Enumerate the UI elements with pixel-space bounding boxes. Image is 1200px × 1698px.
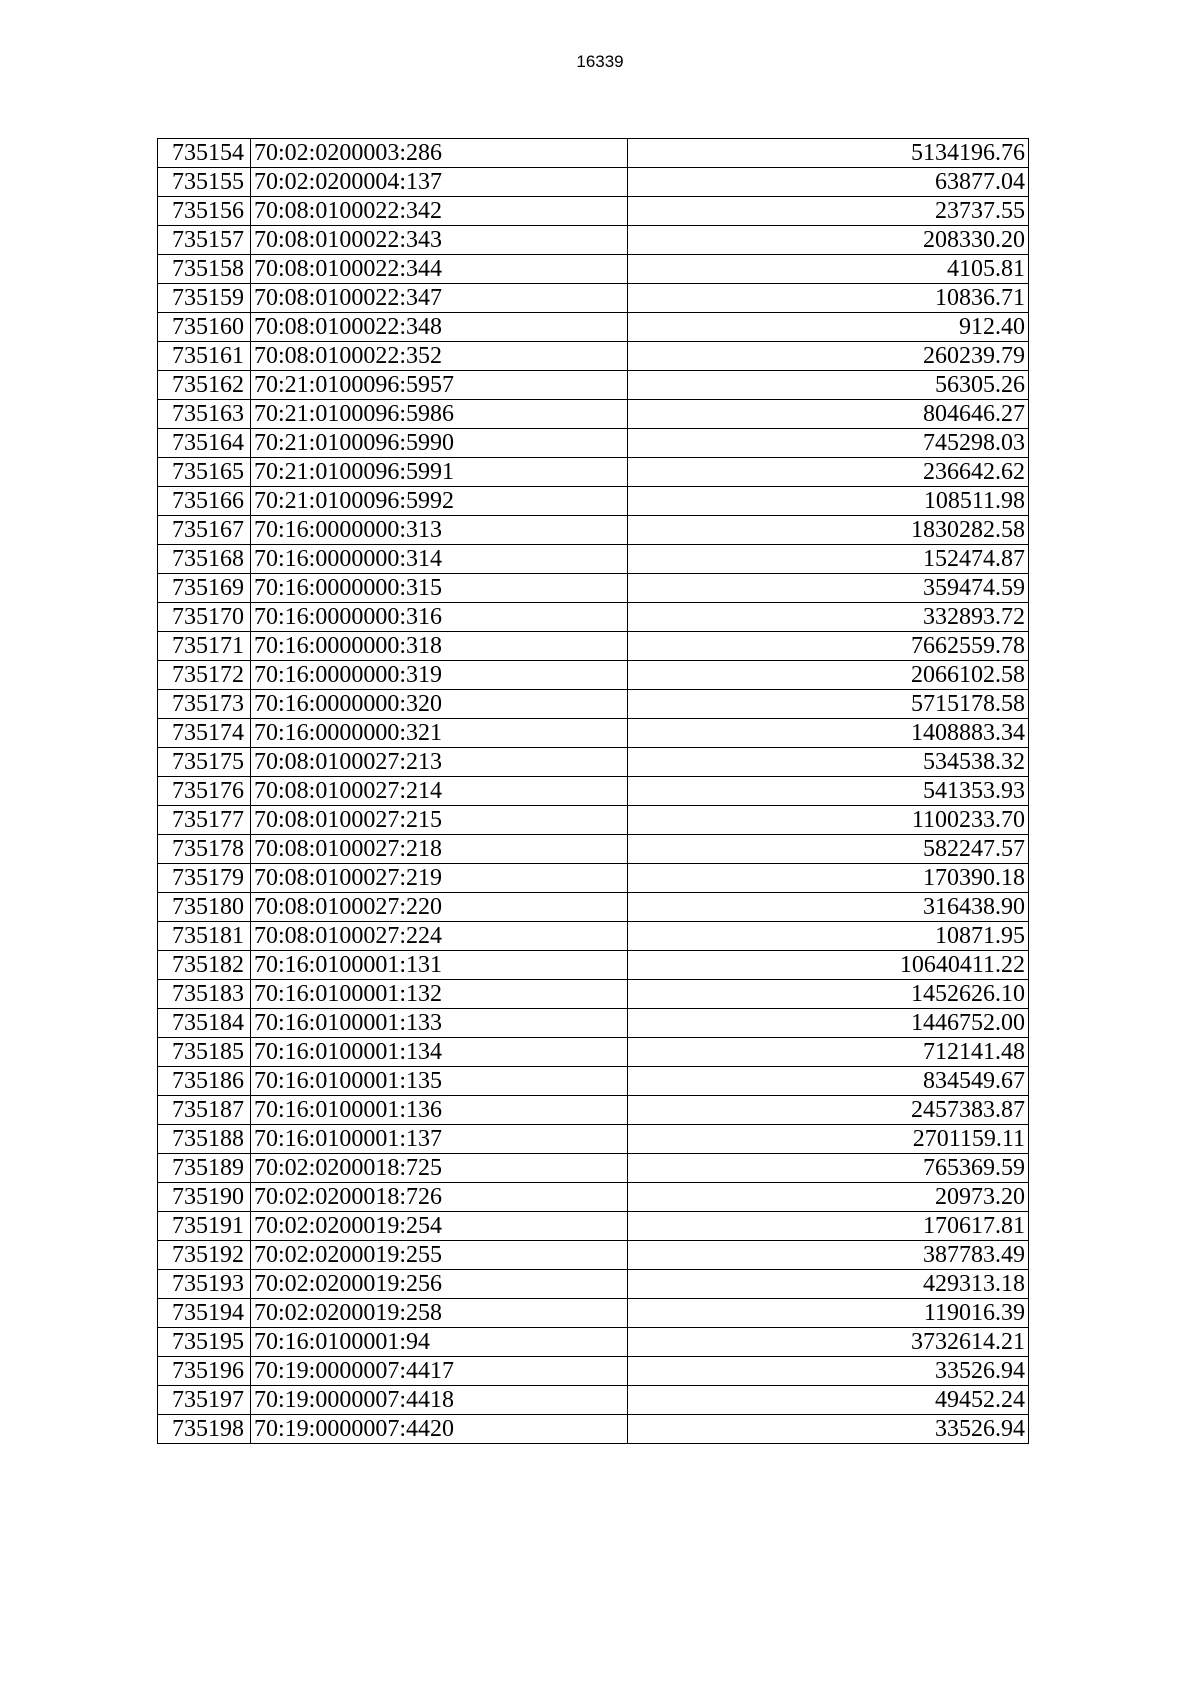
cadastral-number-cell: 70:21:0100096:5957 [251, 371, 628, 400]
value-cell: 359474.59 [628, 574, 1029, 603]
value-cell: 170617.81 [628, 1212, 1029, 1241]
row-number-cell: 735182 [158, 951, 251, 980]
row-number-cell: 735195 [158, 1328, 251, 1357]
cadastral-number-cell: 70:19:0000007:4418 [251, 1386, 628, 1415]
row-number-cell: 735193 [158, 1270, 251, 1299]
table-row [158, 1183, 1029, 1212]
cadastral-number-cell: 70:19:0000007:4420 [251, 1415, 628, 1444]
cadastral-number-cell: 70:16:0100001:133 [251, 1009, 628, 1038]
cadastral-number-cell: 70:16:0100001:137 [251, 1125, 628, 1154]
cadastral-number-cell: 70:16:0000000:321 [251, 719, 628, 748]
cadastral-number-cell: 70:02:0200018:725 [251, 1154, 628, 1183]
row-number-cell: 735154 [158, 139, 251, 168]
row-number-cell: 735168 [158, 545, 251, 574]
row-number-cell: 735173 [158, 690, 251, 719]
table-row [158, 516, 1029, 545]
value-cell: 429313.18 [628, 1270, 1029, 1299]
table-row [158, 1154, 1029, 1183]
value-cell: 3732614.21 [628, 1328, 1029, 1357]
table-row [158, 835, 1029, 864]
cadastral-number-cell: 70:16:0100001:134 [251, 1038, 628, 1067]
cadastral-number-cell: 70:02:0200018:726 [251, 1183, 628, 1212]
row-number-cell: 735167 [158, 516, 251, 545]
value-cell: 534538.32 [628, 748, 1029, 777]
cadastral-number-cell: 70:02:0200003:286 [251, 139, 628, 168]
value-cell: 33526.94 [628, 1415, 1029, 1444]
cadastral-number-cell: 70:21:0100096:5991 [251, 458, 628, 487]
table-body [158, 139, 1029, 1444]
row-number-cell: 735159 [158, 284, 251, 313]
table-row [158, 1212, 1029, 1241]
table-row [158, 1386, 1029, 1415]
table-row [158, 342, 1029, 371]
row-number-cell: 735189 [158, 1154, 251, 1183]
cadastral-number-cell: 70:02:0200019:256 [251, 1270, 628, 1299]
table-row [158, 429, 1029, 458]
table-row [158, 1299, 1029, 1328]
cadastral-number-cell: 70:08:0100027:224 [251, 922, 628, 951]
cadastral-number-cell: 70:08:0100027:215 [251, 806, 628, 835]
table-row [158, 1067, 1029, 1096]
row-number-cell: 735158 [158, 255, 251, 284]
value-cell: 49452.24 [628, 1386, 1029, 1415]
table-row [158, 951, 1029, 980]
table-row [158, 1125, 1029, 1154]
table-row [158, 1415, 1029, 1444]
row-number-cell: 735194 [158, 1299, 251, 1328]
cadastral-number-cell: 70:16:0000000:314 [251, 545, 628, 574]
cadastral-number-cell: 70:08:0100022:342 [251, 197, 628, 226]
row-number-cell: 735187 [158, 1096, 251, 1125]
cadastral-number-cell: 70:21:0100096:5990 [251, 429, 628, 458]
table-row [158, 1009, 1029, 1038]
value-cell: 582247.57 [628, 835, 1029, 864]
row-number-cell: 735172 [158, 661, 251, 690]
value-cell: 119016.39 [628, 1299, 1029, 1328]
row-number-cell: 735174 [158, 719, 251, 748]
cadastral-value-table [157, 138, 1029, 1444]
row-number-cell: 735177 [158, 806, 251, 835]
value-cell: 1446752.00 [628, 1009, 1029, 1038]
value-cell: 7662559.78 [628, 632, 1029, 661]
cadastral-number-cell: 70:08:0100027:220 [251, 893, 628, 922]
value-cell: 1408883.34 [628, 719, 1029, 748]
cadastral-number-cell: 70:08:0100022:348 [251, 313, 628, 342]
table-row [158, 777, 1029, 806]
cadastral-number-cell: 70:16:0100001:94 [251, 1328, 628, 1357]
value-cell: 236642.62 [628, 458, 1029, 487]
value-cell: 10640411.22 [628, 951, 1029, 980]
row-number-cell: 735178 [158, 835, 251, 864]
table-row [158, 197, 1029, 226]
table-row [158, 661, 1029, 690]
table-row [158, 980, 1029, 1009]
row-number-cell: 735161 [158, 342, 251, 371]
row-number-cell: 735179 [158, 864, 251, 893]
table-row [158, 139, 1029, 168]
cadastral-number-cell: 70:21:0100096:5992 [251, 487, 628, 516]
cadastral-number-cell: 70:16:0100001:131 [251, 951, 628, 980]
row-number-cell: 735165 [158, 458, 251, 487]
row-number-cell: 735183 [158, 980, 251, 1009]
table-row [158, 1096, 1029, 1125]
table-row [158, 313, 1029, 342]
row-number-cell: 735163 [158, 400, 251, 429]
cadastral-number-cell: 70:02:0200019:258 [251, 1299, 628, 1328]
value-cell: 2701159.11 [628, 1125, 1029, 1154]
table-row [158, 1241, 1029, 1270]
value-cell: 5715178.58 [628, 690, 1029, 719]
row-number-cell: 735166 [158, 487, 251, 516]
value-cell: 108511.98 [628, 487, 1029, 516]
row-number-cell: 735155 [158, 168, 251, 197]
table-row [158, 255, 1029, 284]
table-row [158, 1038, 1029, 1067]
cadastral-number-cell: 70:16:0000000:319 [251, 661, 628, 690]
row-number-cell: 735176 [158, 777, 251, 806]
cadastral-number-cell: 70:19:0000007:4417 [251, 1357, 628, 1386]
table-row [158, 893, 1029, 922]
value-cell: 2066102.58 [628, 661, 1029, 690]
value-cell: 316438.90 [628, 893, 1029, 922]
cadastral-number-cell: 70:16:0100001:132 [251, 980, 628, 1009]
value-cell: 745298.03 [628, 429, 1029, 458]
cadastral-number-cell: 70:02:0200019:254 [251, 1212, 628, 1241]
table-row [158, 603, 1029, 632]
row-number-cell: 735157 [158, 226, 251, 255]
cadastral-number-cell: 70:16:0000000:316 [251, 603, 628, 632]
value-cell: 56305.26 [628, 371, 1029, 400]
row-number-cell: 735164 [158, 429, 251, 458]
table-row [158, 690, 1029, 719]
table-row [158, 632, 1029, 661]
page-number: 16339 [576, 52, 624, 71]
value-cell: 260239.79 [628, 342, 1029, 371]
cadastral-number-cell: 70:08:0100022:343 [251, 226, 628, 255]
value-cell: 10836.71 [628, 284, 1029, 313]
cadastral-number-cell: 70:16:0000000:318 [251, 632, 628, 661]
value-cell: 1100233.70 [628, 806, 1029, 835]
value-cell: 1452626.10 [628, 980, 1029, 1009]
table-row [158, 864, 1029, 893]
table-row [158, 574, 1029, 603]
row-number-cell: 735197 [158, 1386, 251, 1415]
value-cell: 4105.81 [628, 255, 1029, 284]
value-cell: 23737.55 [628, 197, 1029, 226]
row-number-cell: 735185 [158, 1038, 251, 1067]
cadastral-number-cell: 70:16:0100001:135 [251, 1067, 628, 1096]
row-number-cell: 735175 [158, 748, 251, 777]
row-number-cell: 735156 [158, 197, 251, 226]
value-cell: 541353.93 [628, 777, 1029, 806]
cadastral-number-cell: 70:08:0100027:213 [251, 748, 628, 777]
table-row [158, 1270, 1029, 1299]
value-cell: 5134196.76 [628, 139, 1029, 168]
cadastral-number-cell: 70:21:0100096:5986 [251, 400, 628, 429]
row-number-cell: 735186 [158, 1067, 251, 1096]
row-number-cell: 735171 [158, 632, 251, 661]
value-cell: 10871.95 [628, 922, 1029, 951]
value-cell: 1830282.58 [628, 516, 1029, 545]
cadastral-number-cell: 70:08:0100022:352 [251, 342, 628, 371]
value-cell: 33526.94 [628, 1357, 1029, 1386]
cadastral-number-cell: 70:16:0000000:313 [251, 516, 628, 545]
table-row [158, 371, 1029, 400]
value-cell: 804646.27 [628, 400, 1029, 429]
value-cell: 765369.59 [628, 1154, 1029, 1183]
value-cell: 208330.20 [628, 226, 1029, 255]
row-number-cell: 735160 [158, 313, 251, 342]
cadastral-number-cell: 70:16:0100001:136 [251, 1096, 628, 1125]
table-row [158, 1357, 1029, 1386]
row-number-cell: 735190 [158, 1183, 251, 1212]
row-number-cell: 735170 [158, 603, 251, 632]
row-number-cell: 735188 [158, 1125, 251, 1154]
table-row [158, 748, 1029, 777]
table-row [158, 719, 1029, 748]
value-cell: 912.40 [628, 313, 1029, 342]
cadastral-number-cell: 70:02:0200004:137 [251, 168, 628, 197]
value-cell: 170390.18 [628, 864, 1029, 893]
table-row [158, 458, 1029, 487]
value-cell: 834549.67 [628, 1067, 1029, 1096]
cadastral-number-cell: 70:08:0100027:219 [251, 864, 628, 893]
cadastral-number-cell: 70:02:0200019:255 [251, 1241, 628, 1270]
table-row [158, 545, 1029, 574]
cadastral-number-cell: 70:08:0100027:214 [251, 777, 628, 806]
row-number-cell: 735192 [158, 1241, 251, 1270]
table-row [158, 1328, 1029, 1357]
row-number-cell: 735162 [158, 371, 251, 400]
row-number-cell: 735169 [158, 574, 251, 603]
row-number-cell: 735184 [158, 1009, 251, 1038]
cadastral-number-cell: 70:16:0000000:320 [251, 690, 628, 719]
row-number-cell: 735196 [158, 1357, 251, 1386]
value-cell: 712141.48 [628, 1038, 1029, 1067]
value-cell: 2457383.87 [628, 1096, 1029, 1125]
row-number-cell: 735180 [158, 893, 251, 922]
value-cell: 63877.04 [628, 168, 1029, 197]
cadastral-number-cell: 70:08:0100027:218 [251, 835, 628, 864]
value-cell: 20973.20 [628, 1183, 1029, 1212]
table-row [158, 487, 1029, 516]
table-row [158, 806, 1029, 835]
table-row [158, 922, 1029, 951]
row-number-cell: 735181 [158, 922, 251, 951]
table-row [158, 226, 1029, 255]
table-row [158, 400, 1029, 429]
cadastral-number-cell: 70:08:0100022:347 [251, 284, 628, 313]
table-row [158, 168, 1029, 197]
value-cell: 387783.49 [628, 1241, 1029, 1270]
row-number-cell: 735191 [158, 1212, 251, 1241]
table-row [158, 284, 1029, 313]
value-cell: 152474.87 [628, 545, 1029, 574]
value-cell: 332893.72 [628, 603, 1029, 632]
row-number-cell: 735198 [158, 1415, 251, 1444]
cadastral-number-cell: 70:16:0000000:315 [251, 574, 628, 603]
cadastral-number-cell: 70:08:0100022:344 [251, 255, 628, 284]
